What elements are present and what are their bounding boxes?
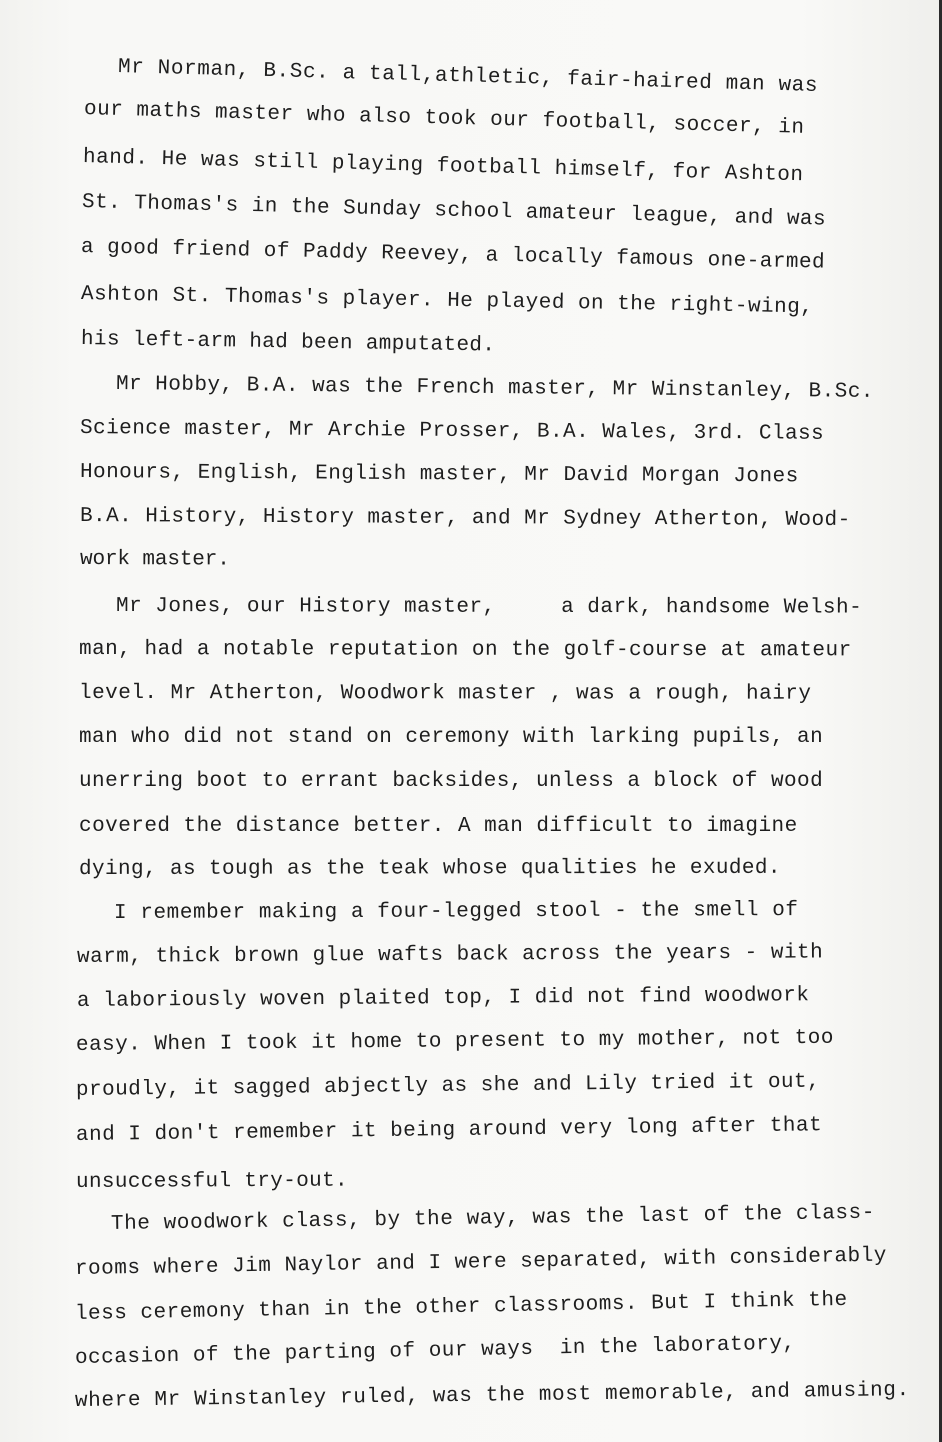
text-line: rooms where Jim Naylor and I were separated, with considerably: [74, 1244, 888, 1281]
text-line: a good friend of Paddy Reevey, a locally famous one-armed: [80, 236, 826, 275]
text-line: warm, thick brown glue wafts back across the years - with: [76, 941, 824, 969]
text-line: The woodwork class, by the way, was the last of the class-: [110, 1201, 876, 1236]
text-line: where Mr Winstanley ruled, was the most memorable, and amusing.: [74, 1379, 910, 1413]
text-line: Honours, English, English master, Mr David Morgan Jones: [79, 461, 799, 489]
text-line: St. Thomas's in the Sunday school amateur league, and was: [81, 191, 827, 232]
text-line: occasion of the parting of our ways in the laboratory,: [74, 1332, 796, 1370]
text-line: covered the distance better. A man difficult to imagine: [79, 815, 798, 838]
text-line: and I don't remember it being around very long after that: [75, 1114, 823, 1147]
text-line: unerring boot to errant backsides, unless a block of wood: [79, 770, 824, 793]
text-line: easy. When I took it home to present to my mother, not too: [75, 1026, 835, 1057]
text-line: Science master, Mr Archie Prosser, B.A. Wales, 3rd. Class: [79, 417, 825, 446]
text-line: work master.: [79, 548, 230, 572]
text-line: proudly, it sagged abjectly as she and Lily tried it out,: [75, 1070, 821, 1102]
text-line: Mr Norman, B.Sc. a tall,athletic, fair-haired man was: [117, 56, 819, 98]
text-line: Ashton St. Thomas's player. He played on the right-wing,: [80, 283, 814, 320]
text-line: I remember making a four-legged stool - the smell of: [113, 899, 799, 925]
text-line: B.A. History, History master, and Mr Sydney Atherton, Wood-: [79, 505, 851, 533]
text-line: unsuccessful try-out.: [75, 1169, 349, 1194]
text-line: Mr Hobby, B.A. was the French master, Mr Winstanley, B.Sc.: [115, 373, 875, 404]
text-line: level. Mr Atherton, Woodwork master , was a rough, hairy: [78, 682, 812, 706]
text-line: dying, as tough as the teak whose qualities he exuded.: [78, 856, 781, 881]
text-line: Mr Jones, our History master, a dark, handsome Welsh-: [115, 595, 863, 620]
text-line: hand. He was still playing football himself, for Ashton: [82, 146, 804, 188]
text-line: his left-arm had been amputated.: [80, 328, 496, 358]
text-line: man, had a notable reputation on the golf-course at amateur: [78, 638, 852, 663]
text-line: man who did not stand on ceremony with larking pupils, an: [79, 726, 824, 749]
text-line: less ceremony than in the other classrooms. But I think the: [74, 1288, 848, 1326]
text-line: our maths master who also took our football, soccer, in: [83, 98, 805, 140]
text-line: a laboriously woven plaited top, I did not find woodwork: [76, 984, 810, 1013]
